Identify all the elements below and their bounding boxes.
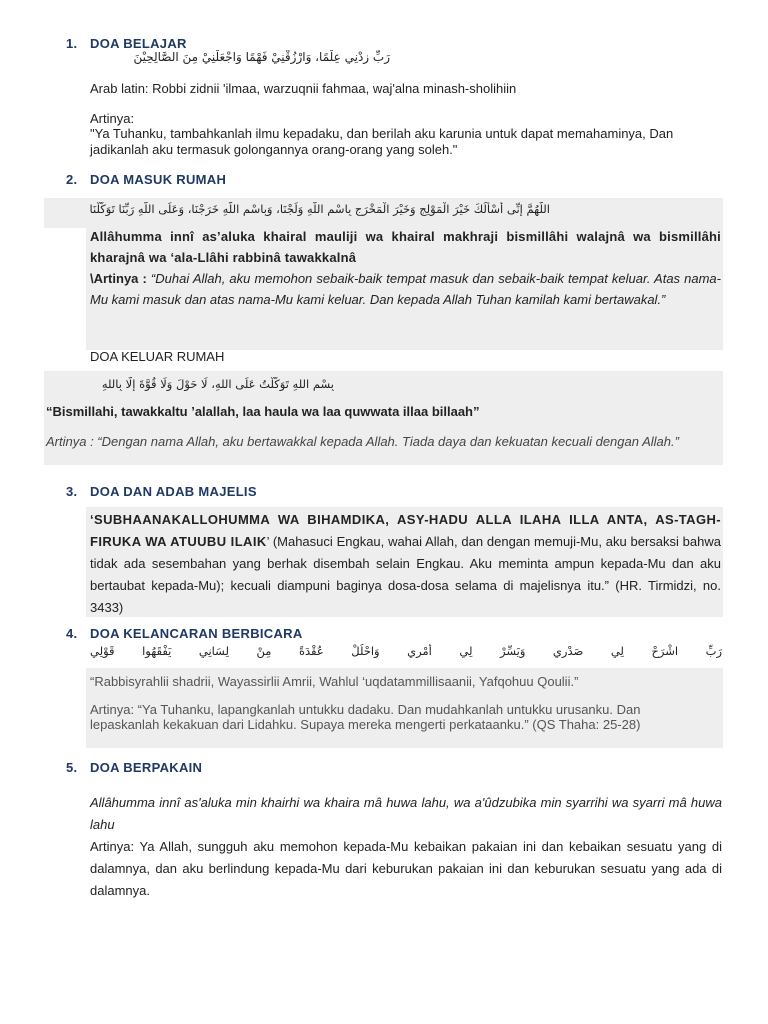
section-3-heading xyxy=(66,484,257,499)
section-1-number: 1. xyxy=(66,36,78,51)
section-5-heading xyxy=(66,760,202,775)
keluar-rumah-title: DOA KELUAR RUMAH xyxy=(90,349,225,364)
section-3-paragraph xyxy=(86,507,723,619)
section-3-meaning: ’ (Mahasuci Engkau, wahai Allah, dan dengan memuji-Mu, aku bersaksi bahwa tidak ada sesembahan yang berhak disembah selain Engkau. Aku meminta ampun kepada-Mu dan aku bertaubat kepada-Mu); kecuali diampuni baginya dosa-dosa selama di majelisnya itu.” (HR. Tirmidzi, no. 3433) xyxy=(90,534,721,615)
section-3-number: 3. xyxy=(66,484,78,499)
section-4-latin: “Rabbisyrahlii shadrii, Wayassirlii Amrii, Wahlul ‘uqdatammillisaanii, Yafqohuu Qoulii.” xyxy=(90,674,579,689)
section-2-heading xyxy=(66,172,226,187)
section-4-heading xyxy=(66,626,303,641)
section-4-number: 4. xyxy=(66,626,78,641)
section-2-title: DOA MASUK RUMAH xyxy=(90,172,227,187)
section-3-latin: ‘SUBHAANAKALLOHUMMA WA BIHAMDIKA, ASY-HADU ALLA ILAHA ILLA ANTA, AS-TAGH-FIRUKA WA ATUUBU ILAIK xyxy=(90,512,721,549)
section-1-arabic: رَبِّ زِدْنِي عِلْمًا، وَارْزُقْنِيْ فَهْمًا وَاجْعَلْنِيْ مِنَ الصَّالِحِيْنَ xyxy=(133,50,390,64)
keluar-rumah-band xyxy=(44,371,723,465)
section-1-title: DOA BELAJAR xyxy=(90,36,187,51)
section-4-title: DOA KELANCARAN BERBICARA xyxy=(90,626,303,641)
section-5-title: DOA BERPAKAIN xyxy=(90,760,203,775)
section-3-band xyxy=(86,507,723,617)
section-2-arabic: اللَّهُمَّ إِنِّى أَسْأَلُكَ خَيْرَ الْمَوْلِجِ وَخَيْرَ الْمَخْرَجِ بِاسْمِ اللَّهِ وَلَجْنَا، وَبِاسْمِ اللَّهِ خَرَجْنَا، وَعَلَى اللَّهِ رَبِّنَا تَوَكَّلْنَا xyxy=(89,202,550,216)
section-2-arabic-band xyxy=(44,198,723,228)
section-1-latin: Arab latin: Robbi zidnii 'ilmaa, warzuqnii fahmaa, waj'alna minash-sholihiin xyxy=(90,81,517,96)
section-4-meaning: Artinya: “Ya Tuhanku, lapangkanlah untukku dadaku. Dan mudahkanlah untukku urusanku. Dan lepaskanlah kekakuan dari Lidahku. Supaya mereka mengerti perkataanku.” (QS Thaha: 25-28) xyxy=(90,702,641,732)
section-1-meaning: "Ya Tuhanku, tambahkanlah ilmu kepadaku, dan berilah aku karunia untuk dapat memahaminya, Dan jadikanlah aku termasuk golongannya orang-orang yang soleh." xyxy=(90,126,674,157)
section-2-meaning-para xyxy=(86,268,723,310)
section-4-band xyxy=(86,668,723,748)
section-4-arabic: رَبِّ اشْرَحْ لِي صَدْرِي وَيَسِّرْ لِي أَمْرِي وَاحْلُلْ عُقْدَةً مِنْ لِسَانِي يَفْقَهُوا قَوْلِي xyxy=(90,644,722,658)
section-1-heading xyxy=(66,36,187,51)
section-2-text-band xyxy=(86,228,723,350)
section-5-meaning: Artinya: Ya Allah, sungguh aku memohon kepada-Mu kebaikan pakaian ini dan kebaikan sesuatu yang di dalamnya, dan aku berlindung kepada-Mu dari keburukan pakaian ini dan keburukan sesuatu yang ada di dalamnya. xyxy=(90,839,722,898)
keluar-rumah-arabic: بِسْمِ اللهِ تَوَكَّلْتُ عَلَى اللهِ، لَا حَوْلَ وَلَا قُوَّةَ إِلَّا بِاللهِ xyxy=(101,377,334,391)
keluar-rumah-latin: “Bismillahi, tawakkaltu ’alallah, laa haula wa laa quwwata illaa billaah” xyxy=(46,404,480,419)
section-5-number: 5. xyxy=(66,760,78,775)
keluar-rumah-meaning: Artinya : “Dengan nama Allah, aku bertawakkal kepada Allah. Tiada daya dan kekuatan kecuali dengan Allah.” xyxy=(46,434,679,449)
section-2-latin: Allâhumma innî as’aluka khairal mauliji wa khairal makhraji bismillâhi walajnâ wa bismillâhi kharajnâ wa ‘ala-Llâhi rabbinâ tawakkalnâ xyxy=(90,229,721,265)
section-2-number: 2. xyxy=(66,172,78,187)
section-2-meaning: “Duhai Allah, aku memohon sebaik-baik tempat masuk dan sebaik-baik tempat keluar. Atas nama-Mu kami masuk dan atas nama-Mu kami keluar. Dan kepada Allah Tuhan kamilah kami bertawakal.” xyxy=(90,271,721,307)
section-3-title: DOA DAN ADAB MAJELIS xyxy=(90,484,257,499)
section-5-latin: Allâhumma innî as'aluka min khairhi wa khaira mâ huwa lahu, wa a'ûdzubika min syarrihi wa syarri mâ huwa lahu xyxy=(90,795,722,832)
section-2-meaning-label: \Artinya : xyxy=(90,271,147,286)
section-1-meaning-label: Artinya: xyxy=(90,111,135,126)
